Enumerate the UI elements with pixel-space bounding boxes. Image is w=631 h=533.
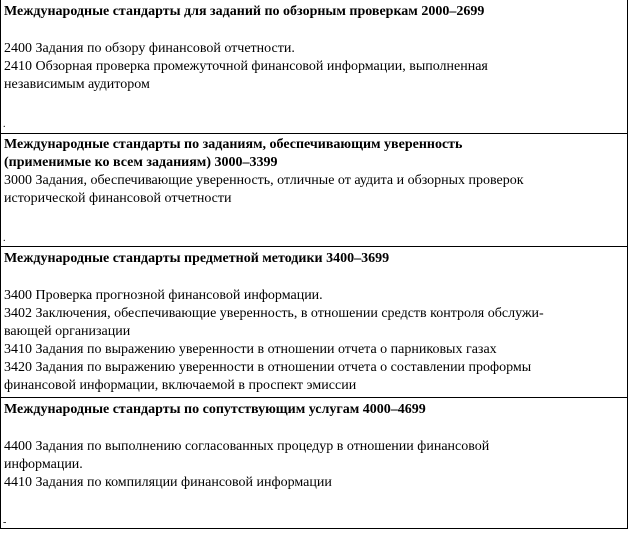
list-item: 3000 Задания, обеспечивающие уверенность, отличные от аудита и обзорных проверок (4, 173, 524, 188)
section-heading: Международные стандарты по заданиям, обеспечивающим уверенность (4, 137, 463, 152)
list-item: 3410 Задания по выражению уверенности в отношении отчета о парниковых газах (4, 342, 497, 357)
section-assurance-standards (1, 133, 627, 246)
trailing-mark: - (3, 517, 7, 528)
list-item-continuation: вающей организации (4, 324, 131, 339)
section-heading: (применимые ко всем заданиям) 3000–3399 (4, 155, 278, 170)
section-heading: Международные стандарты для заданий по обзорным проверкам 2000–2699 (4, 4, 485, 19)
list-item: 3402 Заключения, обеспечивающие уверенность, в отношении средств контроля обслужи- (4, 306, 544, 321)
list-item-continuation: независимым аудитором (4, 77, 150, 92)
list-item: 4410 Задания по компиляции финансовой информации (4, 475, 332, 490)
list-item: 3400 Проверка прогнозной финансовой информации. (4, 288, 323, 303)
section-heading: Международные стандарты по сопутствующим услугам 4000–4699 (4, 402, 426, 417)
trailing-mark: . (3, 119, 6, 130)
list-item: 2400 Задания по обзору финансовой отчетности. (4, 41, 295, 56)
section-heading: Международные стандарты предметной методики 3400–3699 (4, 251, 390, 266)
list-item: 2410 Обзорная проверка промежуточной финансовой информации, выполненная (4, 59, 488, 74)
list-item-continuation: финансовой информации, включаемой в проспект эмиссии (4, 378, 357, 393)
list-item: 3420 Задания по выражению уверенности в отношении отчета о составлении проформы (4, 360, 532, 375)
list-item-continuation: информации. (4, 457, 83, 472)
section-review-standards (1, 0, 627, 133)
list-item: 4400 Задания по выполнению согласованных процедур в отношении финансовой (4, 439, 490, 454)
section-subject-matter-standards (1, 246, 627, 397)
list-item-continuation: исторической финансовой отчетности (4, 191, 232, 206)
section-related-services-standards (1, 397, 627, 529)
trailing-mark: . (3, 233, 6, 244)
